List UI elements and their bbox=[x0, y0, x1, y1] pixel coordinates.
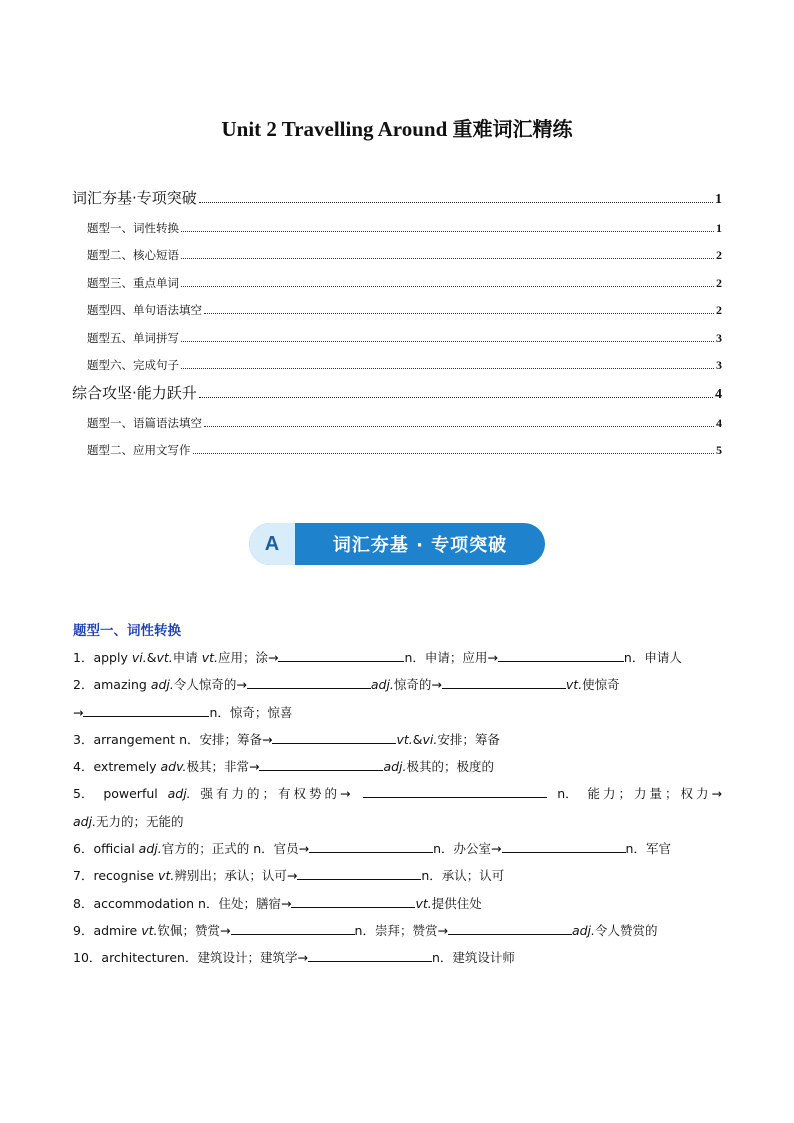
title-english: Unit 2 Travelling Around bbox=[221, 117, 448, 141]
table-of-contents bbox=[72, 178, 722, 458]
toc-entry[interactable] bbox=[72, 403, 722, 431]
part-of-speech: vt. bbox=[201, 650, 218, 665]
answer-blank[interactable] bbox=[308, 948, 432, 962]
meaning-text: 军官 bbox=[645, 841, 671, 857]
meaning-text: 建筑设计；建筑学→ bbox=[197, 950, 308, 966]
answer-blank[interactable] bbox=[247, 675, 371, 689]
item-word: recognise bbox=[93, 868, 155, 884]
item-word: architecture bbox=[101, 950, 178, 966]
section-heading: 题型一、词性转换 bbox=[73, 623, 181, 639]
toc-leader-dots bbox=[181, 341, 714, 342]
item-number: 10． bbox=[73, 950, 102, 966]
part-of-speech: vt. bbox=[415, 895, 432, 911]
part-of-speech: vt. bbox=[156, 650, 173, 665]
item-number: 3． bbox=[73, 731, 94, 747]
item-word: extremely bbox=[93, 759, 157, 775]
part-of-speech: adj. bbox=[167, 786, 191, 802]
part-of-speech: n． bbox=[179, 731, 200, 747]
banner-badge: A bbox=[249, 523, 295, 565]
toc-page-number: 3 bbox=[716, 358, 722, 372]
part-of-speech: vi. bbox=[422, 731, 438, 747]
toc-entry-label: 题型二、核心短语 bbox=[87, 248, 179, 262]
exercise-item-continued bbox=[73, 812, 725, 839]
toc-entry-label: 综合攻坚·能力跃升 bbox=[72, 384, 197, 402]
answer-blank[interactable] bbox=[272, 730, 396, 744]
document-title bbox=[0, 113, 794, 142]
arrow-text: → bbox=[73, 704, 84, 720]
exercise-item bbox=[73, 921, 725, 948]
toc-page-number: 2 bbox=[716, 275, 722, 290]
part-of-speech: n． bbox=[177, 950, 198, 966]
part-of-speech: n． bbox=[253, 841, 274, 857]
toc-leader-dots bbox=[199, 397, 713, 398]
answer-blank[interactable] bbox=[297, 866, 421, 880]
exercise-item bbox=[73, 757, 725, 784]
item-number: 4． bbox=[73, 759, 94, 775]
meaning-text: 办公室→ bbox=[453, 841, 502, 857]
part-of-speech: n． bbox=[209, 704, 230, 720]
part-of-speech: n． bbox=[431, 950, 453, 966]
part-of-speech: adj. bbox=[383, 759, 407, 775]
toc-page-number: 5 bbox=[716, 443, 722, 457]
part-of-speech: adj. bbox=[571, 922, 595, 938]
toc-page-number: 3 bbox=[716, 330, 722, 345]
exercise-item bbox=[73, 866, 725, 893]
meaning-text: 令人惊奇的→ bbox=[173, 677, 247, 693]
toc-page-number: 1 bbox=[715, 192, 722, 207]
toc-entry-label: 题型二、应用文写作 bbox=[87, 443, 191, 457]
toc-entry-label: 题型三、重点单词 bbox=[87, 275, 179, 290]
part-of-speech: n． bbox=[433, 841, 454, 857]
part-of-speech: adj. bbox=[73, 813, 97, 829]
toc-leader-dots bbox=[199, 202, 713, 203]
toc-entry[interactable] bbox=[72, 291, 722, 319]
part-of-speech: vt. bbox=[565, 677, 583, 693]
toc-entry-label: 题型五、单词拼写 bbox=[87, 330, 179, 345]
toc-entry-label: 题型六、完成句子 bbox=[87, 358, 179, 372]
exercise-item bbox=[73, 730, 725, 757]
answer-blank[interactable] bbox=[309, 839, 433, 853]
toc-page-number: 1 bbox=[716, 220, 722, 235]
item-word: apply bbox=[93, 650, 128, 665]
exercise-item bbox=[73, 675, 725, 702]
exercise-list bbox=[73, 648, 725, 976]
toc-leader-dots bbox=[204, 313, 714, 314]
answer-blank[interactable] bbox=[259, 757, 383, 771]
toc-entry[interactable] bbox=[72, 208, 722, 236]
part-of-speech: n． bbox=[421, 868, 442, 884]
meaning-text: 安排；筹备 bbox=[437, 731, 500, 747]
item-number: 8． bbox=[73, 895, 94, 911]
part-of-speech: n． bbox=[625, 841, 646, 857]
meaning-text: 辨别出；承认；认可→ bbox=[174, 868, 298, 884]
part-of-speech: n． bbox=[404, 650, 425, 665]
item-word: arrangement bbox=[93, 731, 176, 747]
title-chinese: 重难词汇精练 bbox=[452, 117, 573, 141]
item-number: 1． bbox=[73, 650, 94, 665]
item-word: powerful bbox=[103, 786, 158, 802]
toc-entry-label: 词汇夯基·专项突破 bbox=[72, 189, 197, 207]
meaning-text: 能力；力量；权力→ bbox=[587, 786, 725, 802]
meaning-text: 钦佩；赞赏→ bbox=[157, 922, 231, 938]
exercise-item bbox=[73, 894, 725, 921]
meaning-text: 申请；应用→ bbox=[424, 650, 498, 665]
meaning-text: 无力的；无能的 bbox=[96, 813, 184, 829]
ampersand: & bbox=[146, 650, 157, 665]
part-of-speech: adv. bbox=[160, 759, 187, 775]
toc-leader-dots bbox=[181, 231, 714, 232]
meaning-text: 承认；认可 bbox=[441, 868, 505, 884]
toc-entry-label: 题型一、语篇语法填空 bbox=[87, 415, 202, 430]
toc-entry-label: 题型一、词性转换 bbox=[87, 220, 179, 235]
answer-blank[interactable] bbox=[278, 648, 404, 662]
toc-entry[interactable] bbox=[72, 178, 722, 208]
item-number: 6． bbox=[73, 841, 94, 857]
part-of-speech: adj. bbox=[138, 841, 162, 857]
item-word: official bbox=[93, 841, 135, 857]
toc-leader-dots bbox=[181, 258, 714, 259]
meaning-text: 使惊奇 bbox=[582, 677, 620, 693]
toc-page-number: 2 bbox=[716, 303, 722, 317]
answer-blank[interactable] bbox=[231, 921, 355, 935]
part-of-speech: n． bbox=[198, 895, 219, 911]
answer-blank[interactable] bbox=[448, 921, 572, 935]
toc-page-number: 2 bbox=[716, 248, 722, 262]
toc-page-number: 4 bbox=[715, 387, 722, 402]
part-of-speech: n． bbox=[354, 922, 375, 938]
answer-blank[interactable] bbox=[363, 784, 547, 798]
exercise-item-continued bbox=[73, 703, 725, 730]
toc-entry-label: 题型四、单句语法填空 bbox=[87, 303, 202, 317]
meaning-text: 申请人 bbox=[644, 650, 682, 665]
meaning-text: 惊奇；惊喜 bbox=[229, 704, 293, 720]
exercise-item bbox=[73, 948, 725, 975]
part-of-speech: adj. bbox=[370, 677, 394, 693]
item-word: amazing bbox=[93, 677, 147, 693]
meaning-text: 强有力的；有权势的→ bbox=[200, 786, 354, 802]
meaning-text: 提供住处 bbox=[431, 895, 482, 911]
toc-entry[interactable] bbox=[72, 373, 722, 403]
toc-leader-dots bbox=[193, 453, 715, 454]
part-of-speech: vt. bbox=[158, 868, 175, 884]
answer-blank[interactable] bbox=[502, 839, 626, 853]
section-banner bbox=[249, 523, 545, 565]
part-of-speech: vt. bbox=[396, 731, 413, 747]
item-word: admire bbox=[93, 922, 138, 938]
meaning-text: 官员→ bbox=[273, 841, 310, 857]
meaning-text: 建筑设计师 bbox=[452, 950, 515, 966]
toc-page-number: 4 bbox=[716, 415, 722, 430]
toc-leader-dots bbox=[181, 368, 714, 369]
part-of-speech: adj. bbox=[150, 677, 174, 693]
part-of-speech: n． bbox=[623, 650, 645, 665]
ampersand: & bbox=[412, 731, 423, 747]
meaning-text: 安排；筹备→ bbox=[199, 731, 273, 747]
toc-entry[interactable] bbox=[72, 236, 722, 264]
item-word: accommodation bbox=[93, 895, 195, 911]
answer-blank[interactable] bbox=[498, 648, 624, 662]
toc-entry[interactable] bbox=[72, 431, 722, 459]
banner-title: 词汇夯基 · 专项突破 bbox=[332, 535, 508, 556]
toc-leader-dots bbox=[181, 286, 714, 287]
exercise-item bbox=[73, 839, 725, 866]
toc-entry[interactable] bbox=[72, 346, 722, 374]
meaning-text: 住处；膳宿→ bbox=[218, 895, 292, 911]
exercise-item bbox=[73, 784, 725, 811]
toc-entry[interactable] bbox=[72, 318, 722, 346]
meaning-text: 崇拜；赞赏→ bbox=[374, 922, 448, 938]
answer-blank[interactable] bbox=[442, 675, 566, 689]
answer-blank[interactable] bbox=[291, 894, 415, 908]
item-number: 7． bbox=[73, 868, 94, 884]
exercise-item bbox=[73, 648, 725, 675]
toc-entry[interactable] bbox=[72, 263, 722, 291]
meaning-text: 申请 bbox=[172, 650, 202, 665]
meaning-text: 令人赞赏的 bbox=[594, 922, 658, 938]
meaning-text: 极其的；极度的 bbox=[406, 759, 494, 775]
answer-blank[interactable] bbox=[83, 703, 209, 717]
part-of-speech: vi. bbox=[131, 650, 147, 665]
toc-leader-dots bbox=[204, 426, 714, 427]
part-of-speech: vt. bbox=[141, 922, 158, 938]
meaning-text: 惊奇的→ bbox=[393, 677, 442, 693]
part-of-speech: n． bbox=[557, 786, 578, 802]
meaning-text: 应用；涂→ bbox=[217, 650, 279, 665]
meaning-text: 官方的；正式的 bbox=[161, 841, 254, 857]
item-number: 2． bbox=[73, 677, 94, 693]
item-number: 9． bbox=[73, 922, 94, 938]
meaning-text: 极其；非常→ bbox=[186, 759, 260, 775]
item-number: 5． bbox=[73, 786, 94, 802]
